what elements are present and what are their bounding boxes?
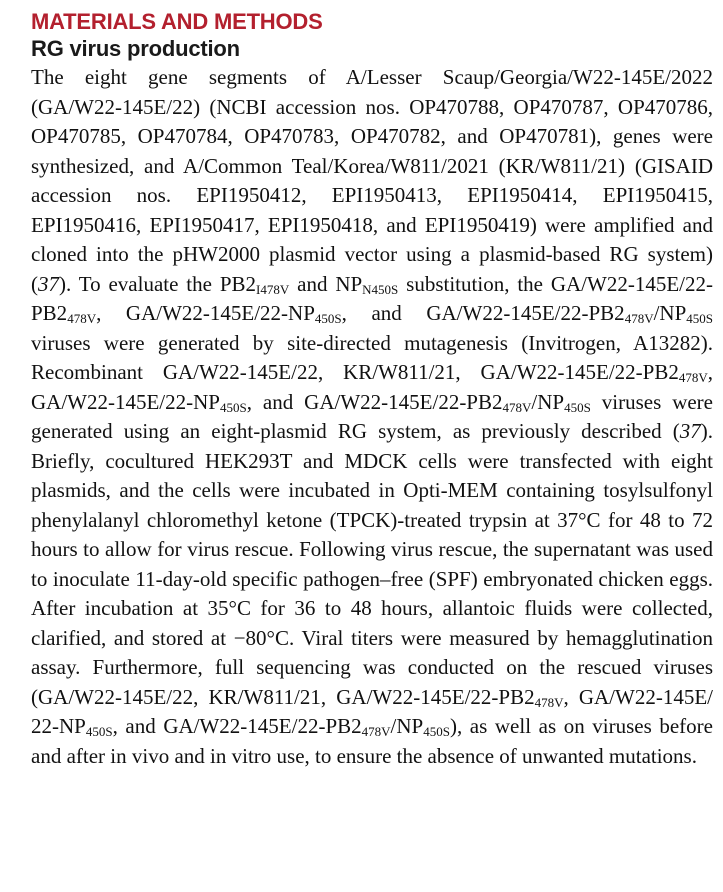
mutation-subscript: 478V (678, 370, 708, 385)
mutation-subscript: 450S (423, 724, 450, 739)
mutation-subscript: N450S (362, 281, 399, 297)
mutation-subscript: 478V (361, 724, 391, 739)
body-text: ). To evaluate the PB2 (59, 271, 257, 296)
section-heading: MATERIALS AND METHODS (31, 9, 323, 34)
methods-paragraph (31, 63, 713, 771)
mutation-subscript: 478V (67, 311, 97, 326)
body-text: , and GA/W22-​145E/22-PB2 (246, 389, 503, 414)
body-text: substitution, the GA/W22-145E/22-PB2 (31, 271, 713, 325)
reference-citation: 37 (38, 271, 59, 296)
mutation-subscript: 450S (219, 399, 247, 415)
body-text: /NP (390, 714, 424, 738)
mutation-subscript: 450S (564, 399, 591, 415)
subsection-heading: RG virus production (31, 36, 240, 61)
body-text: ), as well as on viruses before and after in vivo and in vitro use, to ensure the absence of unwanted mutations. (31, 714, 713, 768)
body-text: , GA/W22-145E/22-NP (96, 301, 315, 325)
reference-citation: 37 (679, 419, 701, 443)
mutation-subscript: 450S (686, 311, 713, 326)
mutation-subscript: 478V (624, 311, 654, 326)
body-text: viruses were generated using an eight-plasmid RG system, as previously described ( (31, 389, 713, 443)
body-text: viruses were generated by site-directed mutagenesis (Invitrogen, A13282). Recombinant GA/W22-145E/22, KR/W811/21, GA/​W22-145E/22-PB2 (31, 330, 713, 384)
body-text: and NP (289, 271, 363, 296)
body-text: , GA/W22-145E/22-NP (31, 360, 713, 414)
mutation-subscript: 450S (85, 724, 113, 739)
body-text: , and GA/W22-145E/22-PB2 (112, 714, 362, 738)
body-text: ). Briefly, cocultured HEK293T and MDCK cells were transfected with eight plasmids, and the cells were incubated in Opti-MEM containing tosylsulfonyl phenylalanyl chloromethyl ketone (TPCK)-treated trypsin at 37°C for 48 to 72 hours to allow for virus rescue. Following virus rescue, the supernatant was used to inoculate 11-day-old specific pathogen–free (SPF) embryonated chicken eggs. After incubation at 35°C for 36 to 48 hours, allantoic fluids were collected, clarified, and stored at −80°C. Viral titers were measured by hemagglutination assay. Furthermore, full sequencing was conducted on the rescued viruses (GA/W22-​145E/22, KR/W811/21, GA/W22-145E/22-PB2 (31, 419, 713, 709)
mutation-subscript: I478V (256, 281, 290, 297)
mutation-subscript: 478V (534, 694, 564, 710)
body-text: /​NP (653, 301, 687, 325)
mutation-subscript: 450S (314, 311, 342, 326)
body-text: , GA/W22-145E/​22-NP (31, 684, 713, 738)
body-text: , and GA/W22-145E/22-PB2 (341, 301, 625, 325)
mutation-subscript: 478V (502, 399, 532, 415)
body-text: /NP (531, 389, 565, 414)
body-text: The eight gene segments of A/Lesser Scaup/Georgia/W22-145E/2022 (GA/W22-145E/22) (NCBI accession nos. OP470788, OP470787, OP470786, OP470785, OP470784, OP470783, OP470782, and OP470781), genes were synthesized, and A/Common Teal/Korea/W811/2021 (KR/W811/21) (GISAID accession nos. EPI1950412, EPI1950413, EPI1950414, EPI1950415, EPI1950416, EPI1950417, EPI1950418, and EPI1950419) were amplified and cloned into the pHW2000 plasmid vector using a plasmid-based RG system) ( (31, 65, 713, 296)
